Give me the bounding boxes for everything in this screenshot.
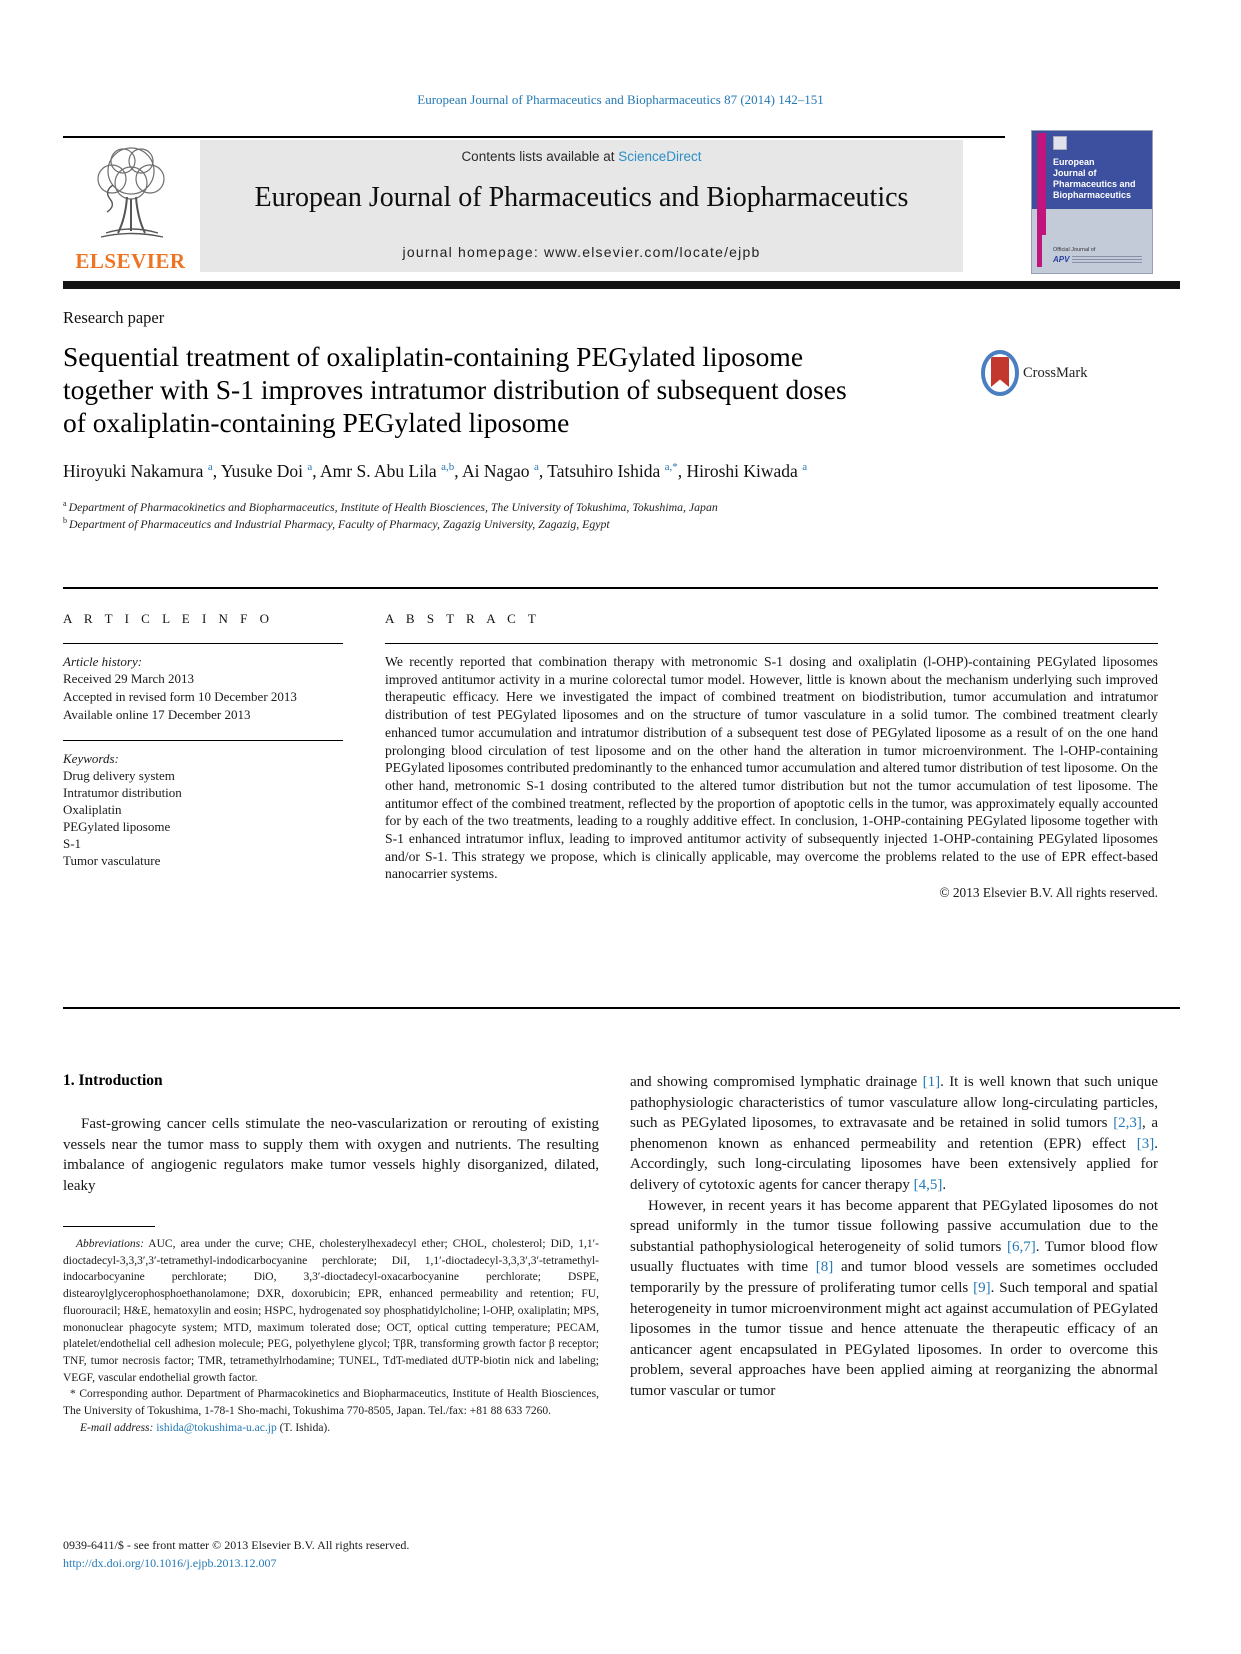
cover-apv-label: APV — [1053, 255, 1070, 264]
inline-link[interactable]: [4,5] — [913, 1176, 943, 1193]
article-title-line: together with S-1 improves intratumor distribution of subsequent doses — [63, 374, 847, 405]
abstract-text: We recently reported that combination therapy with metronomic S-1 dosing and oxaliplatin (l-OHP)-containing PEGylated liposomes improved antitumor activity in a murine colorectal tumor model. However, little is known about the mechanism underlying such improved therapeutic efficacy. Here we investigated the impact of combined treatment on biodistribution, tumor accumulation and intratumor distribution of test PEGylated liposomes and on the structure of tumor vasculature in a solid tumor. The combined treatment clearly enhanced tumor accumulation and intratumor distribution of a subsequent test dose of PEGylated liposome as a result of on the one hand prolonging blood circulation of test liposome and on the other hand the alteration in tumor microenvironment. The l-OHP-containing PEGylated liposomes contributed predominantly to the enhanced tumor accumulation and altered tumor distribution of test liposome. On the other hand, metronomic S-1 dosing contributed to the altered tumor distribution but not the tumor accumulation of test liposome. The antitumor effect of the combined treatment, reflected by the proportion of apoptotic cells in the tumor, was approximately equally accounted for by each of the two treatments, leading to a roughly additive effect. In conclusion, 1-OHP-containing PEGylated liposome together with S-1 enhanced intratumor influx, leading to improved antitumor activity of subsequently injected 1-OHP-containing PEGylated liposomes and/or S-1. This strategy we propose, which is clinically applicable, may overcome the problems related to the use of EPR effect-based nanocarrier systems. — [385, 654, 1158, 882]
cover-journal-title — [1053, 157, 1136, 201]
text-segment: . — [942, 1176, 947, 1193]
introduction-paragraph: Fast-growing cancer cells stimulate the neo-vascularization or rerouting of existing vessels near the tumor mass to supply them with oxygen and nutrients. The resulting imbalance of angiogenic regulators make tumor vessels highly disorganized, dilated, leaky — [63, 1116, 599, 1194]
body-top-rule — [63, 1007, 1180, 1009]
cover-title-line: Pharmaceutics and — [1053, 179, 1136, 189]
text-segment: AUC, area under the curve; CHE, cholesterylhexadecyl ether; CHOL, cholesterol; DiD, 1,1′-dioctadecyl-3,3,3′,3′-tetramethyl-indodicarbocyanine perchlorate; DiI, 1,1′-dioctadecyl-3,3,3′,3′-tetramethyl-indocarbocyanine perchlorate; DiO, 3,3′-dioctadecyl-oxacarbocyanine perchlorate; DSPE, distearoylglycerophosphoethanolamone; DXR, doxorubicin; EPR, enhanced permeability and retention; FU, fluorouracil; H&E, hematoxylin and eosin; HSPC, hydrogenated soy phosphatidylcholine; l-OHP, oxaliplatin; MPS, mononuclear phagocyte system; MTD, maximum tolerated dose; OCT, optical cutting temperature; PECAM, platelet/endothelial cell adhesion molecule; PEG, polyethylene glycol; TβR, transforming growth factor β receptor; TNF, tumor necrosis factor; TMR, tetramethylrhodamine; TUNEL, TdT-mediated dUTP-biotin nick and labeling; VEGF, vascular endothelial growth factor. — [63, 1238, 599, 1384]
text-segment: a — [207, 461, 213, 474]
contents-lists-line — [200, 149, 963, 164]
history-received: Received 29 March 2013 — [63, 671, 195, 686]
inline-link[interactable]: ishida@tokushima-u.ac.jp — [156, 1421, 277, 1434]
text-segment: Contents lists available at — [461, 149, 619, 164]
inline-link[interactable]: [2,3] — [1113, 1115, 1142, 1132]
inline-link[interactable]: [6,7] — [1006, 1238, 1036, 1255]
crossmark-icon — [980, 349, 1020, 397]
header-divider-bar — [63, 281, 1180, 289]
footnote-rule — [63, 1226, 155, 1227]
text-segment: , Ai Nagao — [454, 461, 534, 481]
cover-title-line: Biopharmaceutics — [1053, 190, 1132, 200]
keyword-item: Tumor vasculature — [63, 853, 161, 868]
left-column — [63, 1072, 599, 1196]
footnotes-section — [63, 1226, 599, 1436]
cover-official-journal-label: Official Journal of — [1053, 247, 1096, 253]
text-segment: and tumor blood vessels are sometimes occluded temporarily by the pressure of proliferating tumor cells — [630, 1259, 1159, 1296]
text-segment: , Tatsuhiro Ishida — [538, 461, 665, 481]
abstract-section — [385, 653, 1158, 901]
history-accepted: Accepted in revised form 10 December 2013 — [63, 689, 297, 704]
text-segment: . Such temporal and spatial heterogeneity in tumor microenvironment might act against accumulation of PEGylated liposomes in the tumor tissue and hence attenuate the therapeutic efficacy of an anticancer agent encapsulated in PEGylated liposomes. In order to overcome this problem, several approaches have been applied aiming at reorganizing the abnormal tumor vascular or tumor — [630, 1279, 1158, 1399]
text-segment: a — [533, 461, 539, 474]
crossmark-badge[interactable] — [980, 349, 1087, 397]
text-segment: a,* — [664, 461, 678, 474]
keyword-item: S-1 — [63, 836, 82, 851]
keywords-label: Keywords: — [63, 751, 119, 766]
cover-fine-print-lines — [1072, 256, 1142, 264]
journal-citation: European Journal of Pharmaceutics and Biopharmaceutics 87 (2014) 142–151 — [417, 92, 824, 107]
abstract-heading: A B S T R A C T — [385, 611, 541, 626]
keyword-item: PEGylated liposome — [63, 819, 171, 834]
article-info-rule — [63, 643, 343, 644]
affiliation-b — [63, 516, 610, 532]
text-segment: (T. Ishida). — [276, 1421, 331, 1434]
article-title-line: Sequential treatment of oxaliplatin-containing PEGylated liposome — [63, 341, 804, 372]
journal-header-band — [200, 140, 963, 272]
body-paragraph — [630, 1072, 1158, 1196]
article-title-line: of oxaliplatin-containing PEGylated liposome — [63, 407, 570, 438]
keyword-item: Oxaliplatin — [63, 802, 122, 817]
text-segment: and showing compromised lymphatic drainage — [630, 1074, 923, 1090]
text-segment: Department of Pharmacokinetics and Biopharmaceutics, Institute of Health Biosciences, The University of Tokushima, Tokushima, Japan — [68, 499, 718, 514]
text-segment: , a phenomenon known as enhanced permeability and retention (EPR) effect — [630, 1115, 1159, 1152]
abstract-copyright: © 2013 Elsevier B.V. All rights reserved. — [939, 885, 1158, 901]
inline-link[interactable]: [9] — [973, 1279, 991, 1296]
text-segment: . Tumor blood flow usually fluctuates with time — [630, 1238, 1158, 1276]
cover-title-line: European — [1053, 157, 1095, 167]
text-segment: Abbreviations: — [76, 1238, 144, 1250]
keywords-rule — [63, 740, 343, 741]
text-segment: Department of Pharmaceutics and Industrial Pharmacy, Faculty of Pharmacy, Zagazig University, Zagazig, Egypt — [69, 516, 610, 531]
article-title — [63, 340, 983, 439]
text-segment: Hiroyuki Nakamura — [63, 461, 208, 481]
header-top-rule — [63, 136, 1005, 138]
article-history-label: Article history: — [63, 654, 143, 669]
text-segment: a — [63, 499, 69, 508]
keyword-item: Drug delivery system — [63, 768, 175, 783]
text-segment: , Yusuke Doi — [212, 461, 308, 481]
body-paragraph — [630, 1196, 1158, 1402]
crossmark-label: CrossMark — [1023, 364, 1088, 381]
cover-magenta-bar — [1037, 133, 1046, 235]
inline-link[interactable]: ScienceDirect — [618, 149, 702, 164]
article-type-label: Research paper — [63, 308, 165, 327]
inline-link[interactable]: [1] — [922, 1074, 941, 1090]
abbreviations-footnote — [63, 1236, 599, 1386]
inline-link[interactable]: [3] — [1136, 1135, 1155, 1152]
affiliation-a — [63, 499, 718, 515]
section-rule — [63, 587, 1158, 589]
cover-title-line: Journal of — [1053, 168, 1097, 178]
text-segment: . It is well known that such unique pathophysiologic characteristics of tumor vasculature allow long-circulating particles, such as PEGylated liposomes, to extravasate and be retained in solid tumors — [630, 1074, 1158, 1132]
corresponding-author-footnote: * Corresponding author. Department of Pharmacokinetics and Biopharmaceutics, Institute of Health Biosciences, The University of Tokushima, 1-78-1 Sho-machi, Tokushima 770-8505, Japan. Tel./fax: +81 88 633 7260. — [63, 1388, 599, 1418]
text-segment: However, in recent years it has become apparent that PEGylated liposomes do not spread uniformly in the tumor tissue following passive accumulation due to the substantial pathophysiological heterogeneity of solid tumors — [630, 1197, 1158, 1255]
text-segment: . Accordingly, such long-circulating liposomes have been extensively applied for delivery of cytotoxic agents for cancer therapy — [630, 1135, 1158, 1193]
text-segment: , Hiroshi Kiwada — [677, 461, 803, 481]
journal-homepage-link[interactable]: journal homepage: www.elsevier.com/locate/ejpb — [402, 244, 761, 260]
elsevier-logo — [63, 141, 198, 274]
history-available: Available online 17 December 2013 — [63, 707, 251, 722]
text-segment: a — [802, 461, 808, 474]
article-info-heading: A R T I C L E I N F O — [63, 611, 274, 626]
keyword-item: Intratumor distribution — [63, 785, 182, 800]
journal-cover-thumbnail[interactable] — [1031, 130, 1153, 274]
abstract-rule — [385, 643, 1158, 644]
text-segment: a — [307, 461, 313, 474]
text-segment: , Amr S. Abu Lila — [312, 461, 442, 481]
introduction-heading: 1. Introduction — [63, 1072, 163, 1089]
text-segment: a,b — [441, 461, 455, 474]
text-segment: E-mail address: — [80, 1421, 154, 1434]
cover-mini-logo — [1053, 136, 1067, 150]
elsevier-wordmark: ELSEVIER — [75, 249, 186, 273]
cover-magenta-bar-lower — [1037, 235, 1042, 267]
inline-link[interactable]: [8] — [815, 1259, 834, 1276]
text-segment: b — [63, 516, 69, 525]
right-column — [630, 1072, 1158, 1402]
email-footnote — [63, 1420, 599, 1437]
doi-link[interactable]: http://dx.doi.org/10.1016/j.ejpb.2013.12.007 — [63, 1556, 277, 1570]
author-list — [63, 461, 1163, 482]
issn-copyright-line: 0939-6411/$ - see front matter © 2013 Elsevier B.V. All rights reserved. — [63, 1538, 410, 1552]
elsevier-tree-icon — [79, 141, 183, 245]
journal-title: European Journal of Pharmaceutics and Biopharmaceutics — [254, 182, 909, 213]
